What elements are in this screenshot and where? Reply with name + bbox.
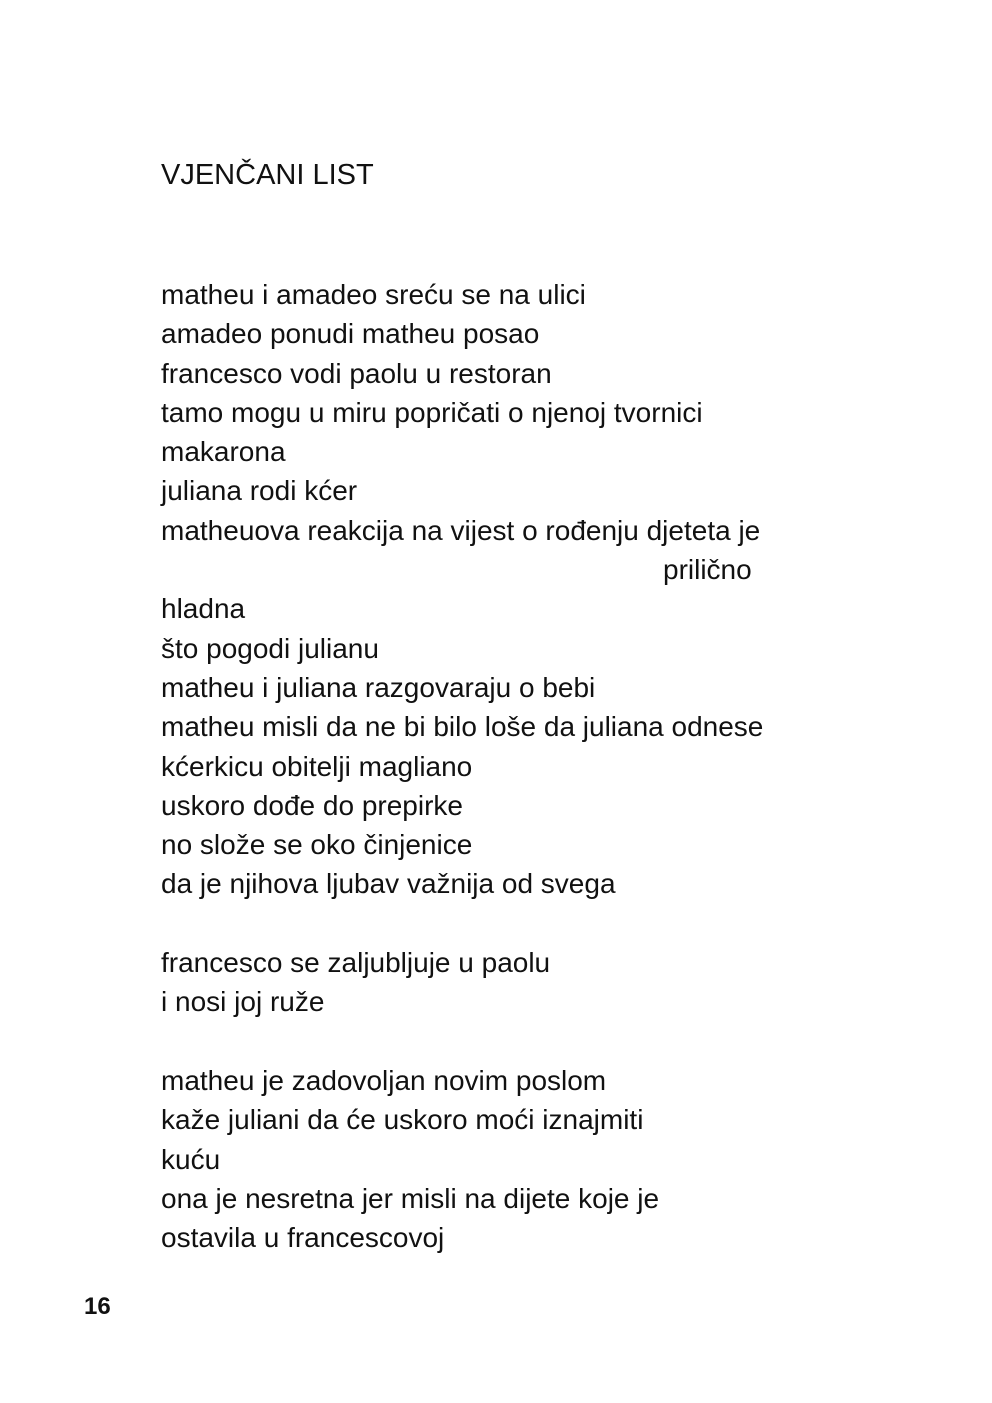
poem-line: matheu i amadeo sreću se na ulici — [161, 279, 586, 310]
page-number: 16 — [84, 1293, 111, 1320]
stanza-gap — [161, 1022, 881, 1061]
poem-line: makarona — [161, 436, 286, 468]
stanza-1 — [161, 275, 881, 904]
poem-line: francesco se zaljubljuje u paolu — [161, 947, 551, 979]
poem-line: da je njihova ljubav važnija od svega — [161, 868, 616, 900]
poem-line: amadeo ponudi matheu posao — [161, 318, 540, 350]
poem-line: uskoro dođe do prepirke — [161, 789, 463, 821]
poem-line: matheuova reakcija na vijest o rođenju djeteta je — [161, 514, 761, 546]
poem-line-indented: prilično — [663, 554, 752, 586]
poem-line: i nosi joj ruže — [161, 986, 325, 1018]
poem-line: tamo mogu u miru popričati o njenoj tvornici — [161, 396, 703, 428]
poem-line: matheu je zadovoljan novim poslom — [161, 1064, 607, 1096]
poem-line: juliana rodi kćer — [161, 475, 358, 507]
poem-line: hladna — [161, 593, 246, 625]
page-title: VJENČANI LIST — [161, 159, 374, 191]
poem-line: što pogodi julianu — [161, 632, 379, 664]
poem-line: ostavila u francescovoj — [161, 1222, 445, 1254]
poem-line: ona je nesretna jer misli na dijete koje je — [161, 1182, 660, 1214]
poem-body — [161, 275, 881, 1257]
stanza-gap — [161, 904, 881, 943]
stanza-3 — [161, 1061, 881, 1257]
poem-line: kaže juliani da će uskoro moći iznajmiti — [161, 1104, 644, 1136]
poem-line: francesco vodi paolu u restoran — [161, 357, 552, 389]
stanza-2 — [161, 943, 881, 1022]
poem-line: kćerkicu obitelji magliano — [161, 750, 473, 782]
poem-line: matheu misli da ne bi bilo loše da juliana odnese — [161, 711, 764, 743]
poem-line: matheu i juliana razgovaraju o bebi — [161, 671, 596, 703]
poem-line: no slože se oko činjenice — [161, 829, 473, 861]
poem-line: kuću — [161, 1143, 221, 1175]
